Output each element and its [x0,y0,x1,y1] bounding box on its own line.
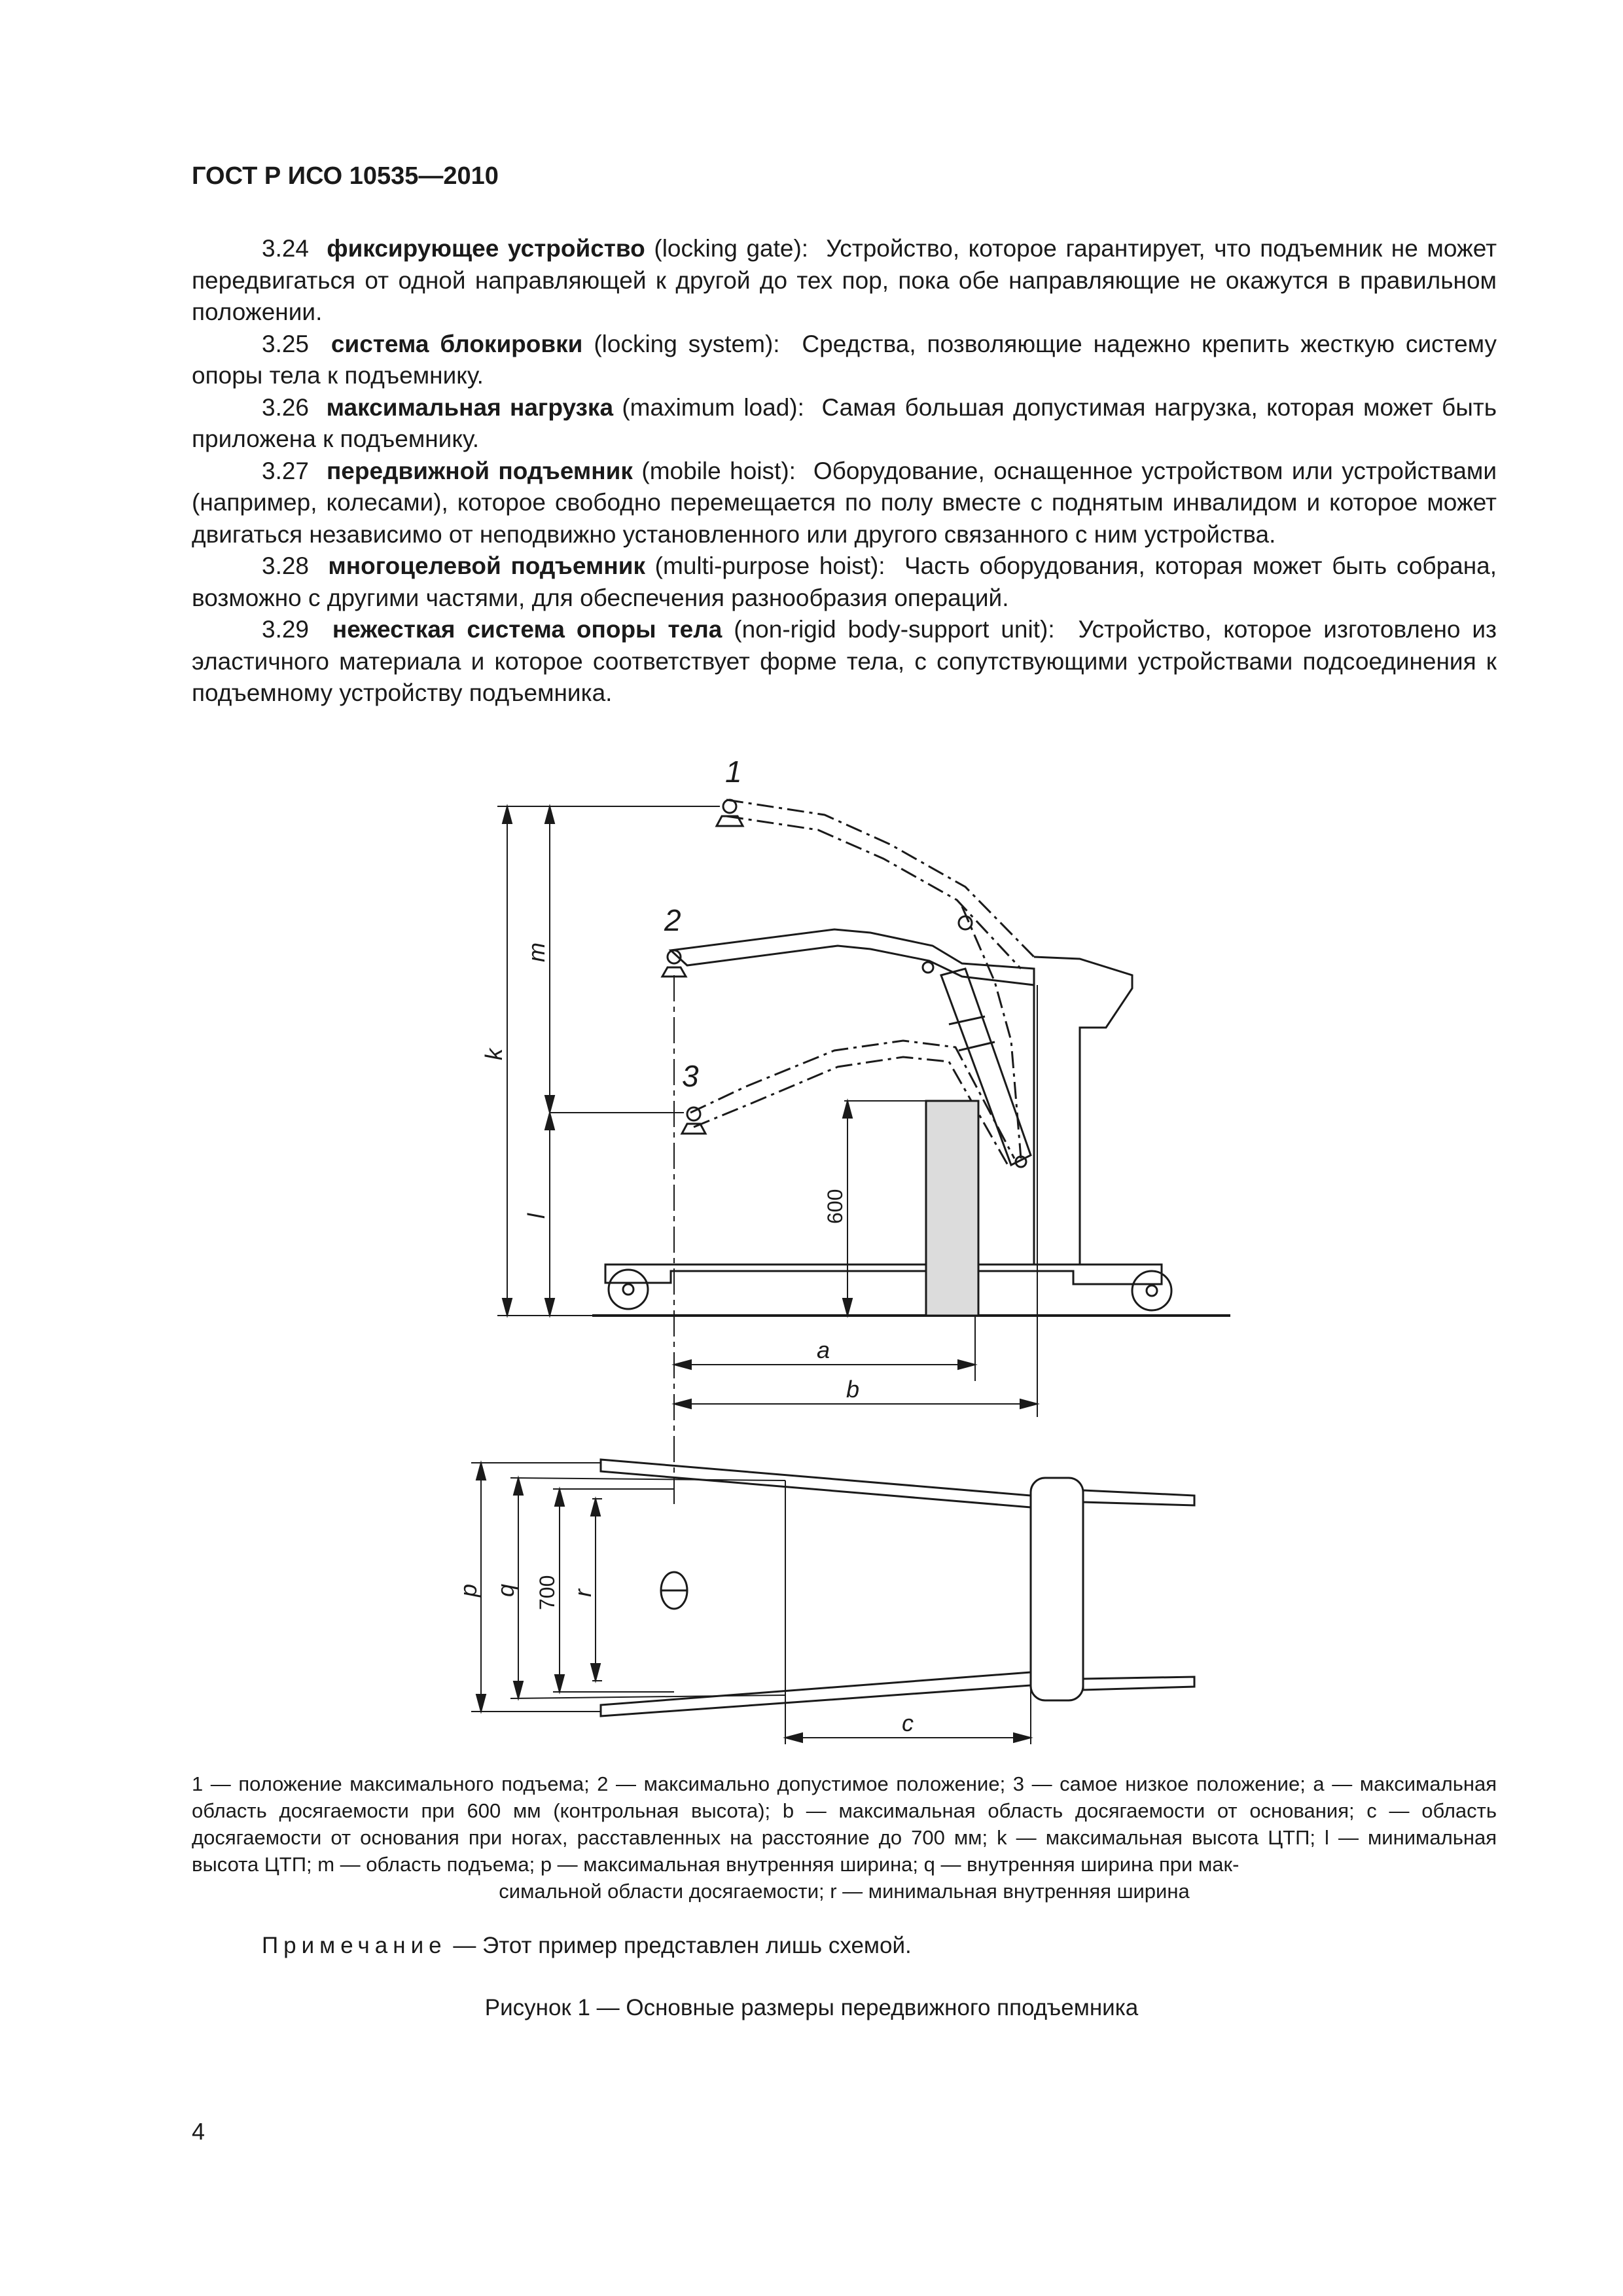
dim-label-p: p [455,1583,482,1597]
hoist-diagram [0,746,1623,1767]
legend-text: 1 — положение максимального подъема; 2 — максимально допустимое положение; 3 — самое низкое положение; a — максимальная область досягаемости при 600 мм (контрольная высота); b — максимальная область досягаемости от основания; c — область досягаемости от основания при ногах, расставленных на расстояние до 700 мм; k — максимальная высота ЦТП; l — минимальная высота ЦТП; m — область подъема; p — максимальная внутренняя ширина; q — внутренняя ширина при мак- [192,1772,1497,1876]
position-label-1: 1 [725,755,742,789]
front-leg-left [1083,1490,1194,1505]
document-header: ГОСТ Р ИСО 10535—2010 [192,162,499,190]
boom-high-pivot [723,800,736,813]
note-label: Примечание [262,1933,447,1958]
term-3-26: 3.26 максимальная нагрузка (maximum load): Самая большая допустимая нагрузка, которая может быть приложена к подъемнику. [192,393,1497,452]
top-view [601,1460,1194,1744]
boom-low-pivot [687,1107,700,1121]
reference-block [926,1101,978,1316]
term-3-25: 3.25 система блокировки (locking system): Средства, позволяющие надежно крепить жесткую систему опоры тела к подъемнику. [192,330,1497,389]
figure-legend [192,1770,1497,1905]
position-label-2: 2 [664,903,681,937]
left-leg [601,1460,1031,1507]
figure-caption: Рисунок 1 — Основные размеры передвижного пподъемника [484,1995,1139,2020]
front-leg-right [1083,1677,1194,1690]
figure-note [262,1933,912,1959]
dim-label-r: r [569,1589,596,1597]
note-text: — Этот пример представлен лишь схемой. [446,1933,912,1958]
mast-base-top [1031,1478,1083,1700]
base-frame [605,1265,1162,1284]
right-leg [601,1672,1031,1716]
dim-label-k: k [480,1049,507,1060]
hanger-mid [662,967,686,977]
dim-label-a: a [817,1336,830,1363]
front-wheel [1132,1271,1171,1310]
position-label-3: 3 [682,1059,699,1093]
legend-text-last: симальной области досягаемости; r — минимальная внутренняя ширина [499,1880,1190,1903]
terms-section [192,233,1497,709]
dim-label-b: b [846,1376,860,1403]
dim-label-l: l [523,1213,550,1219]
dim-label-600: 600 [823,1189,847,1224]
rear-wheel [609,1270,648,1309]
term-3-24: 3.24 фиксирующее устройство (locking gate): Устройство, которое гарантирует, что подъемник не может передвигаться от одной направляющей к другой до тех пор, пока обе направляющие не окажутся в правильном положении. [192,235,1497,325]
dim-label-m: m [523,942,550,962]
dim-label-q: q [492,1583,519,1597]
dim-label-700: 700 [535,1575,559,1610]
dim-label-c: c [902,1710,914,1736]
term-3-29: 3.29 нежесткая система опоры тела (non-rigid body-support unit): Устройство, которое изготовлено из эластичного материала и которое соответствует форме тела, с сопутствующими устройствами подсоединения к подъемному устройству подъемника. [192,616,1497,706]
term-3-28: 3.28 многоцелевой подъемник (multi-purpose hoist): Часть оборудования, которая может быть собрана, возможно с другими частями, для обеспечения разнообразия операций. [192,552,1497,611]
term-3-27: 3.27 передвижной подъемник (mobile hoist): Оборудование, оснащенное устройством или устройствами (например, колесами), которое свободно перемещается по полу вместе с поднятым инвалидом и которое может двигаться независимо от неподвижно установленного или другого связанного с ним устройства. [192,457,1497,548]
mast [1034,957,1132,1265]
page-number: 4 [192,2118,205,2145]
boom-mid [671,929,1034,985]
